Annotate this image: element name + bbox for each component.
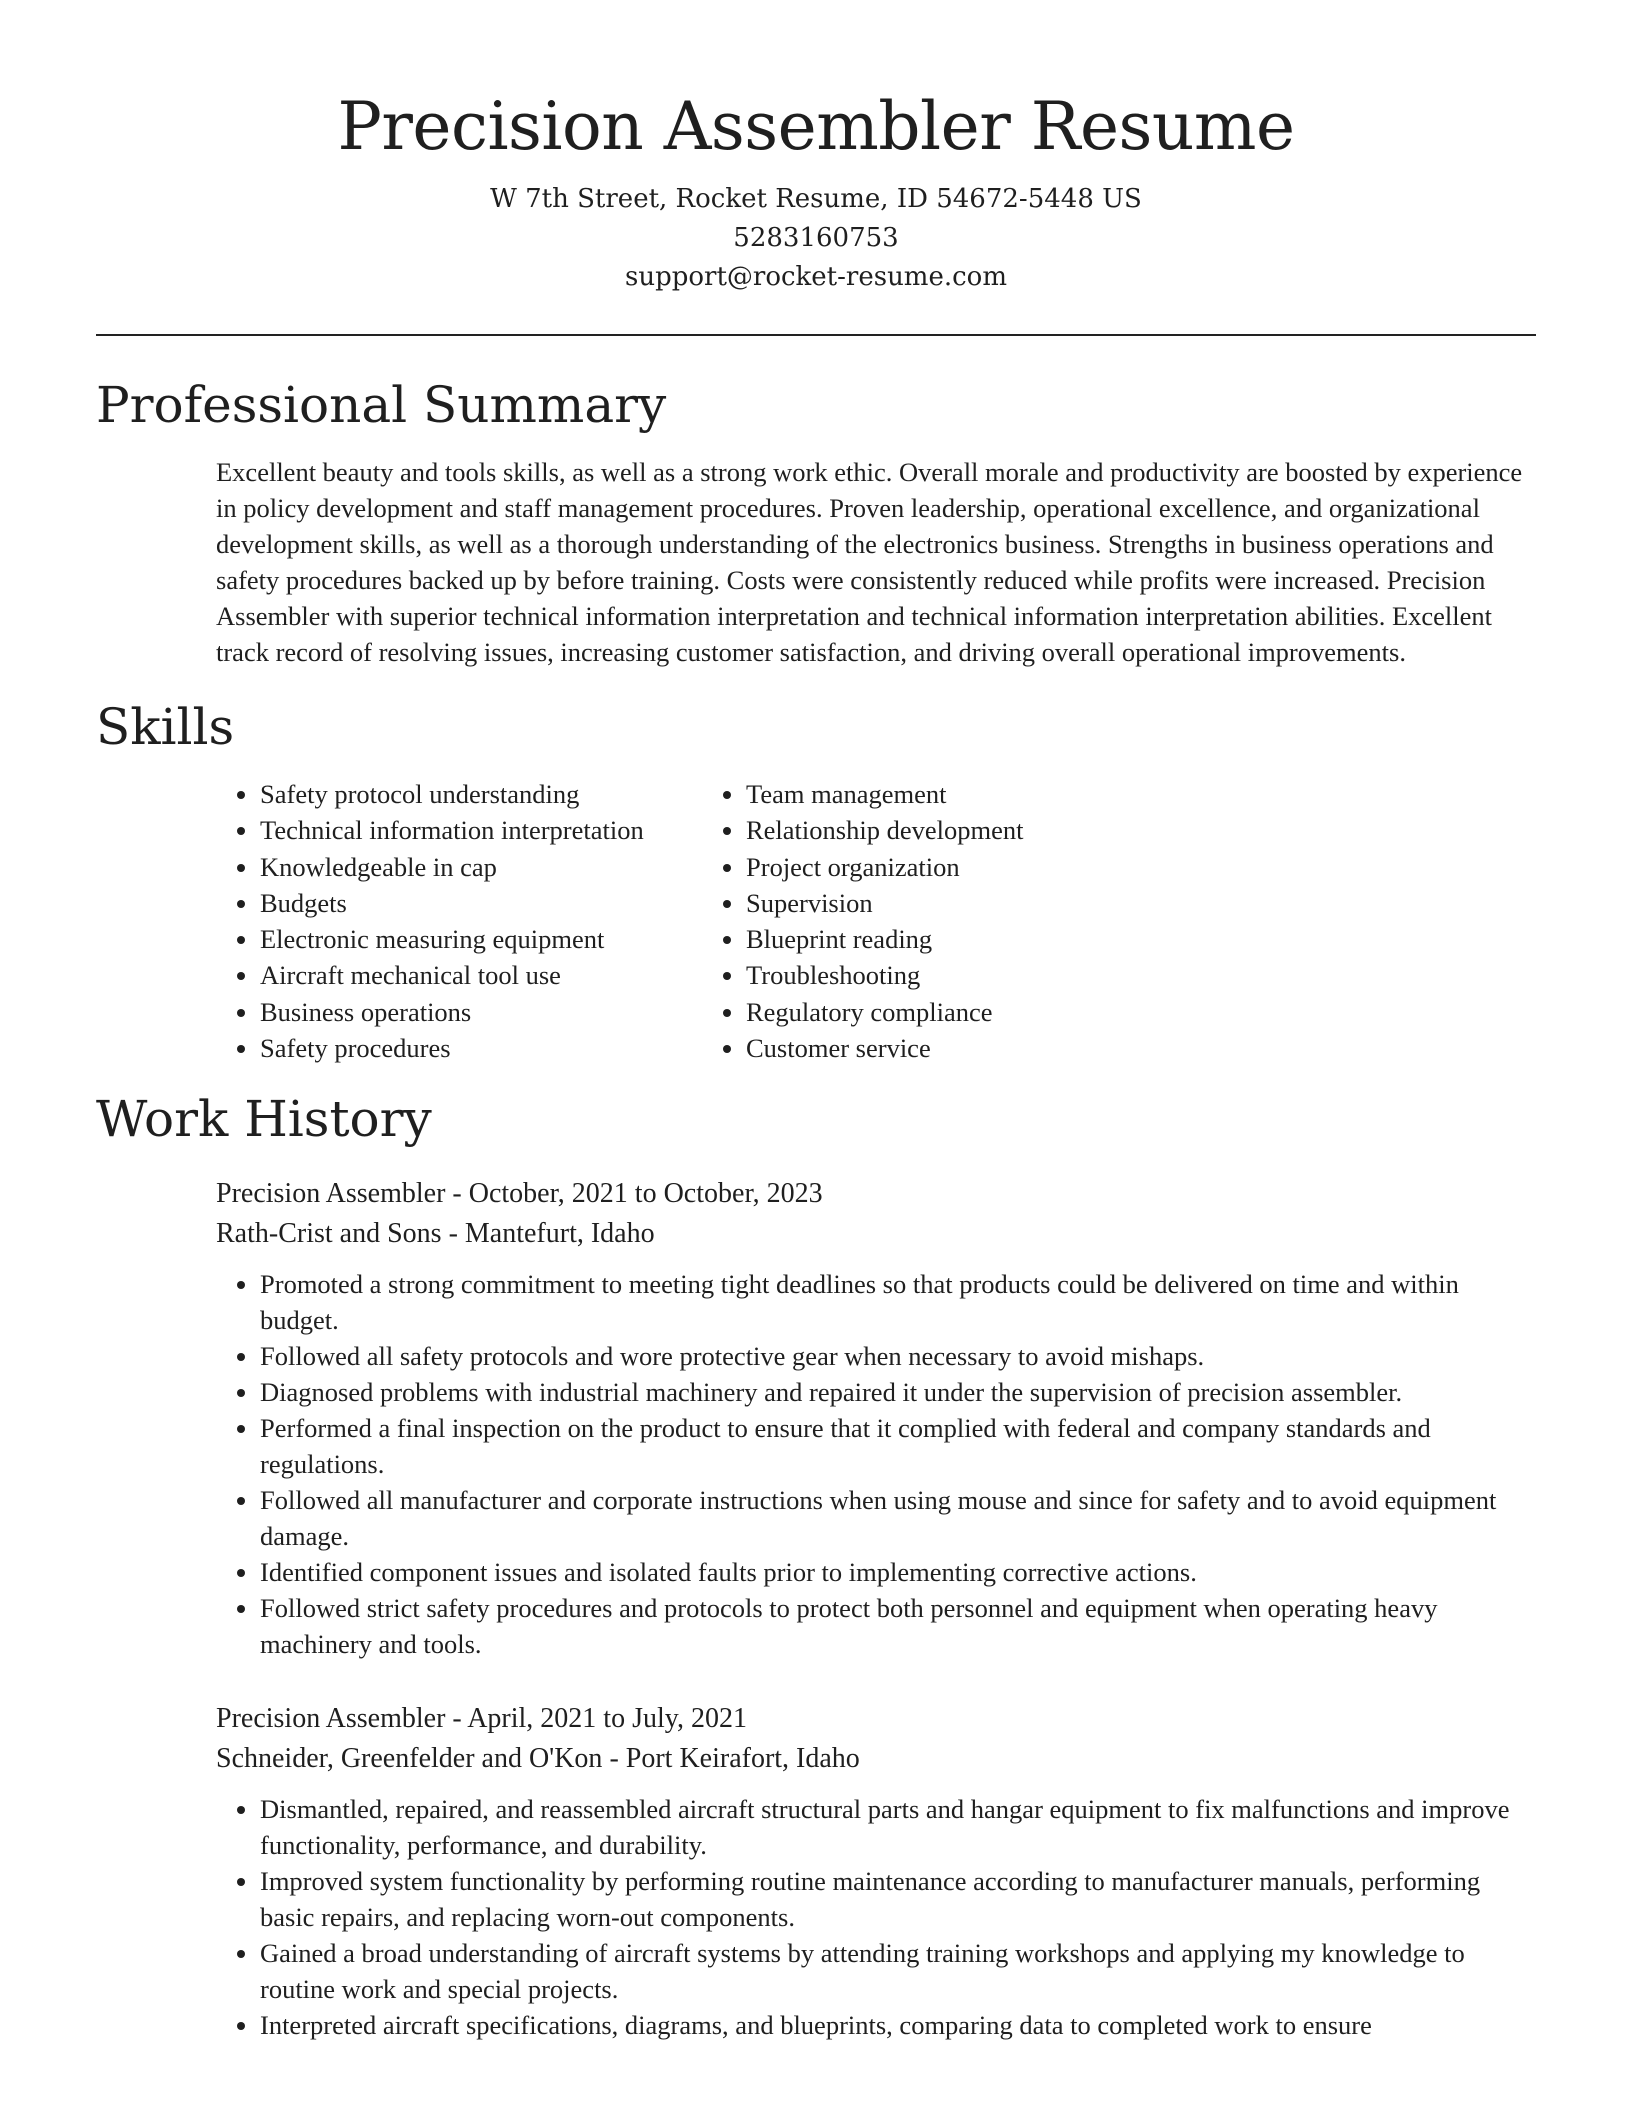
- skill-item: • Safety procedures: [260, 1030, 746, 1066]
- job-responsibilities: [216, 1266, 1536, 1662]
- skill-item: • Project organization: [746, 849, 1232, 885]
- section-title-summary: Professional Summary: [96, 376, 667, 434]
- job-title-line: [216, 1699, 1536, 1739]
- section-title-work-history: Work History: [96, 1090, 432, 1149]
- job-company: Schneider, Greenfelder and O'Kon: [216, 1743, 603, 1775]
- address: W 7th Street, Rocket Resume, ID 54672-5448 US: [490, 184, 1142, 214]
- list-item: • Promoted a strong commitment to meeting tight deadlines so that products could be delivered on time and within budget.: [260, 1266, 1536, 1338]
- list-item: • Followed all safety protocols and wore protective gear when necessary to avoid mishaps.: [260, 1338, 1536, 1374]
- list-item: • Gained a broad understanding of aircraft systems by attending training workshops and applying my knowledge to routine work and special projects.: [260, 1935, 1536, 2007]
- list-item: • Followed strict safety procedures and protocols to protect both personnel and equipment when operating heavy machinery and tools.: [260, 1590, 1536, 1662]
- skills-list: [96, 776, 1536, 1066]
- skill-item: • Business operations: [260, 994, 746, 1030]
- list-item: • Dismantled, repaired, and reassembled aircraft structural parts and hangar equipment to fix malfunctions and improve functionality, performance, and durability.: [260, 1791, 1536, 1863]
- page-title: Precision Assembler Resume: [337, 88, 1295, 165]
- job-company: Rath-Crist and Sons: [216, 1218, 442, 1250]
- skill-item: • Troubleshooting: [746, 957, 1232, 993]
- skills-column-right: [746, 776, 1232, 1066]
- job-role: Precision Assembler: [216, 1703, 446, 1735]
- list-item: • Followed all manufacturer and corporate instructions when using mouse and since for safety and to avoid equipment damage.: [260, 1482, 1536, 1554]
- job-company-line: [216, 1214, 1536, 1254]
- skill-item: • Budgets: [260, 885, 746, 921]
- skill-item: • Aircraft mechanical tool use: [260, 957, 746, 993]
- section-title-skills: Skills: [96, 698, 235, 756]
- phone: 5283160753: [733, 223, 899, 253]
- job-location: - Port Keirafort, Idaho: [602, 1743, 860, 1775]
- skill-item: • Blueprint reading: [746, 921, 1232, 957]
- job-entry: [216, 1174, 1536, 1662]
- job-location: - Mantefurt, Idaho: [441, 1218, 655, 1250]
- job-company-line: [216, 1739, 1536, 1779]
- skill-item: • Team management: [746, 776, 1232, 812]
- skill-item: • Regulatory compliance: [746, 994, 1232, 1030]
- job-role: Precision Assembler: [216, 1178, 446, 1210]
- summary-text: Excellent beauty and tools skills, as well as a strong work ethic. Overall morale and productivity are boosted by experience in policy development and staff management procedures. Proven leadership, operational excellence, and organizational development skills, as well as a thorough understanding of the electronics business. Strengths in business operations and safety procedures backed up by before training. Costs were consistently reduced while profits were increased. Precision Assembler with superior technical information interpretation and technical information interpretation abilities. Excellent track record of resolving issues, increasing customer satisfaction, and driving overall operational improvements.: [216, 457, 1523, 667]
- skill-item: • Supervision: [746, 885, 1232, 921]
- header-divider: [96, 334, 1536, 336]
- skill-item: • Customer service: [746, 1030, 1232, 1066]
- job-dates: - April, 2021 to July, 2021: [445, 1703, 747, 1735]
- skill-item: • Relationship development: [746, 812, 1232, 848]
- job-title-line: [216, 1174, 1536, 1214]
- resume-header: [96, 0, 1536, 297]
- email: support@rocket-resume.com: [624, 262, 1007, 292]
- job-responsibilities: [216, 1791, 1536, 2043]
- list-item: • Diagnosed problems with industrial machinery and repaired it under the supervision of precision assembler.: [260, 1374, 1536, 1410]
- list-item: • Identified component issues and isolated faults prior to implementing corrective actions.: [260, 1554, 1536, 1590]
- list-item: • Performed a final inspection on the product to ensure that it complied with federal and company standards and regulations.: [260, 1410, 1536, 1482]
- list-item: • Interpreted aircraft specifications, diagrams, and blueprints, comparing data to completed work to ensure: [260, 2007, 1536, 2043]
- skills-column-left: [96, 776, 746, 1066]
- job-entry: [216, 1699, 1536, 2043]
- contact-block: [96, 180, 1536, 297]
- skill-item: • Electronic measuring equipment: [260, 921, 746, 957]
- job-dates: - October, 2021 to October, 2023: [445, 1178, 823, 1210]
- skill-item: • Technical information interpretation: [260, 812, 746, 848]
- skill-item: • Safety protocol understanding: [260, 776, 746, 812]
- list-item: • Improved system functionality by performing routine maintenance according to manufacturer manuals, performing basic repairs, and replacing worn-out components.: [260, 1863, 1536, 1935]
- skill-item: • Knowledgeable in cap: [260, 849, 746, 885]
- resume-page: [96, 0, 1536, 2112]
